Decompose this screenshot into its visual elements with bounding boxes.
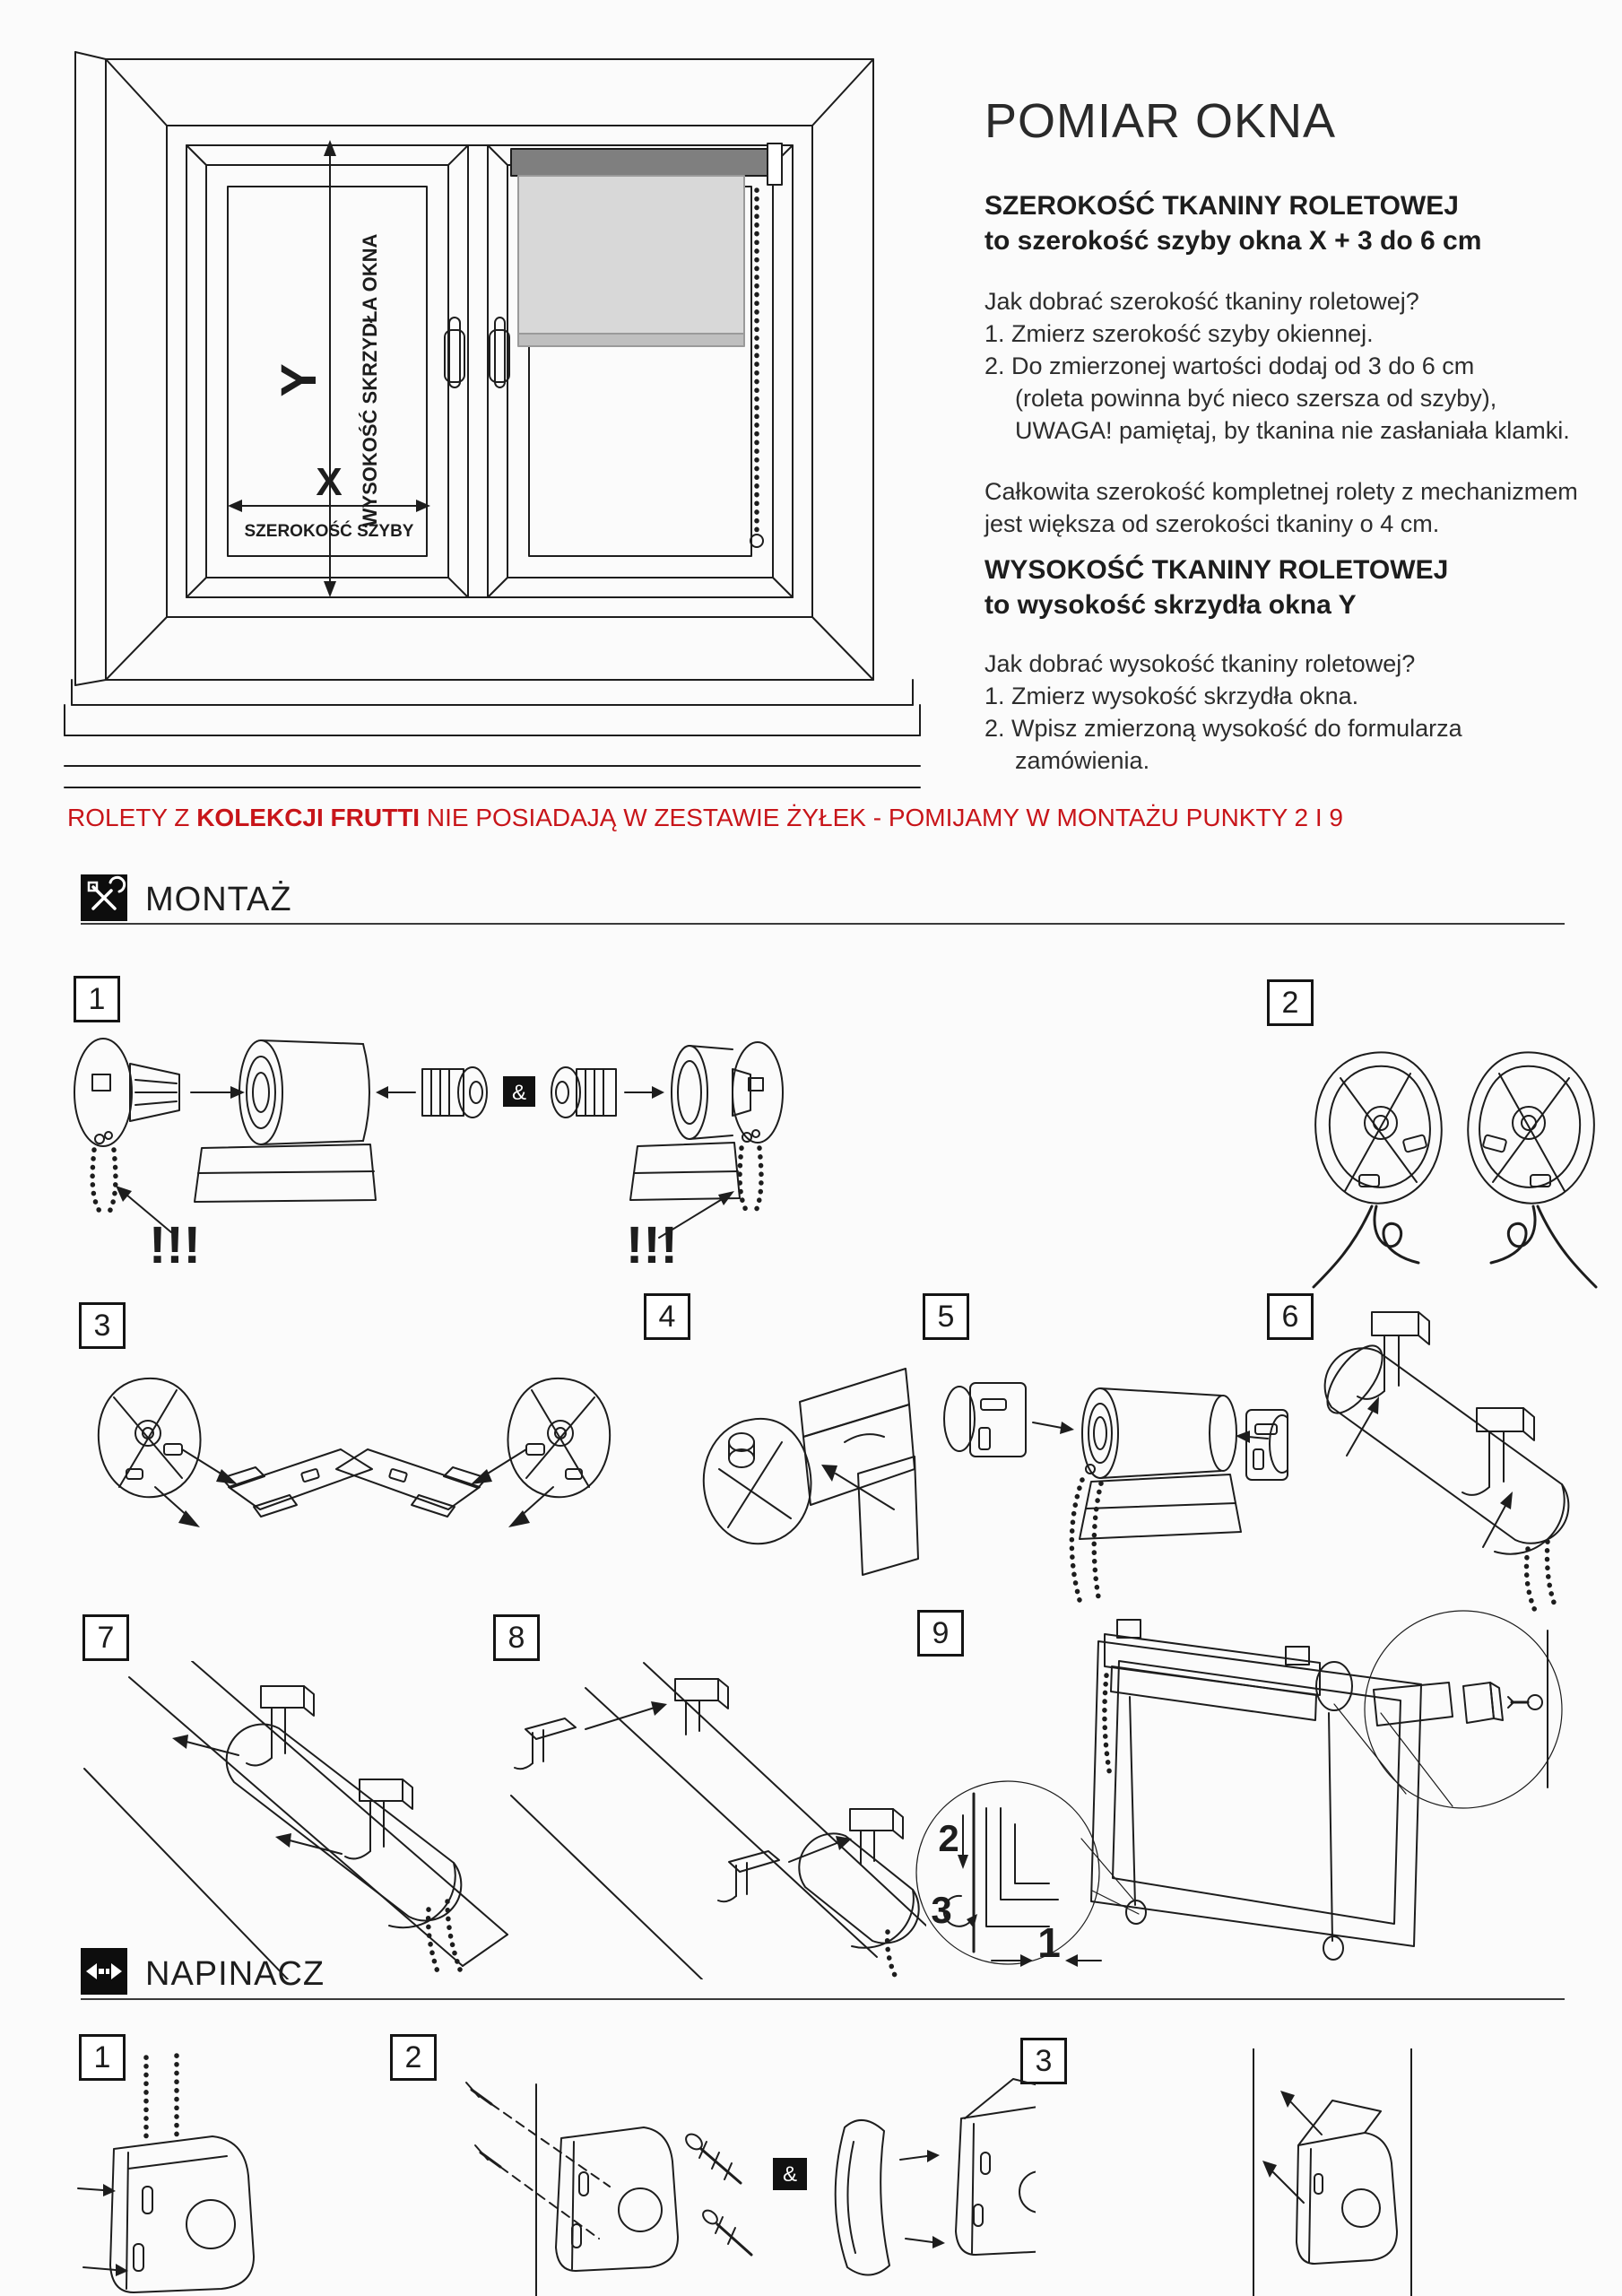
y-label: Y [270,363,326,397]
x-caption: SZEROKOŚĆ SZYBY [244,522,414,541]
montaz-step1-diagram [67,1022,785,1283]
napinacz-rule [81,1998,1565,2000]
height-heading [984,552,1448,622]
tools-icon [81,874,127,921]
height-instructions [984,648,1462,777]
height-heading-line1: WYSOKOŚĆ TKANINY ROLETOWEJ [984,555,1449,585]
montaz-step-9: 9 [917,1610,964,1657]
montaz-step4-diagram [665,1335,943,1613]
step1-ampersand: & [511,1081,527,1105]
step9-detail-3: 3 [931,1889,952,1931]
montaz-step-7: 7 [82,1614,129,1661]
width-heading-line2: to szerokość szyby okna X + 3 do 6 cm [984,226,1482,256]
napinacz-step-3: 3 [1020,2038,1067,2084]
width-note-line1: Całkowita szerokość kompletnej rolety z mechanizmem [984,478,1578,505]
montaz-step-5: 5 [923,1293,969,1340]
warning-suffix: NIE POSIADAJĄ W ZESTAWIE ŻYŁEK - POMIJAMY W MONTAŻU PUNKTY 2 I 9 [420,804,1343,831]
y-caption: WYSOKOŚĆ SKRZYDŁA OKNA [359,233,381,527]
frutti-warning [67,804,1343,832]
width-step2c: UWAGA! pamiętaj, by tkanina nie zasłaniała klamki. [1015,417,1570,444]
montaz-step9-diagram [915,1604,1622,1991]
napinacz-title: NAPINACZ [145,1955,325,1993]
width-step1: 1. Zmierz szerokość szyby okiennej. [984,320,1374,347]
montaz-rule [81,923,1565,925]
montaz-step-8: 8 [493,1614,540,1661]
warning-prefix: ROLETY Z [67,804,197,831]
montaz-step6-diagram [1293,1305,1620,1619]
montaz-step-2: 2 [1267,979,1314,1026]
window-handle-right [490,317,509,387]
width-note-line2: jest większa od szerokości tkaniny o 4 cm. [984,510,1440,537]
width-note [984,475,1578,540]
montaz-step-3: 3 [79,1302,126,1349]
window-measurement-diagram [63,47,924,791]
montaz-step7-diagram [77,1661,530,1979]
montaz-step5-diagram [925,1333,1288,1615]
montaz-step-6: 6 [1267,1293,1314,1340]
height-step1: 1. Zmierz wysokość skrzydła okna. [984,683,1359,709]
x-label: X [316,460,343,504]
page-title: POMIAR OKNA [984,94,1337,148]
height-heading-line2: to wysokość skrzydła okna Y [984,590,1357,620]
tension-arrows-icon [81,1948,127,1995]
width-instructions [984,285,1570,447]
montaz-step3-diagram [76,1344,632,1626]
height-step2: 2. Wpisz zmierzoną wysokość do formularza [984,715,1462,742]
montaz-step-4: 4 [644,1293,690,1340]
napinacz-step3-diagram [1246,2048,1426,2296]
montaz-step-1: 1 [74,976,120,1022]
napinacz-step-2: 2 [390,2034,437,2081]
napinacz-step2-diagram [386,2052,1036,2296]
roller-blind [511,144,782,547]
step9-detail-1: 1 [1037,1919,1061,1966]
montaz-title: MONTAŻ [145,881,292,918]
napinacz-ampersand: & [782,2162,798,2187]
height-question: Jak dobrać wysokość tkaniny roletowej? [984,650,1416,677]
napinacz-step-1: 1 [79,2034,126,2081]
napinacz-step1-diagram [76,2052,314,2296]
width-step2b: (roleta powinna być nieco szersza od szyby), [1015,385,1497,412]
warning-bold: KOLEKCJI FRUTTI [196,804,421,831]
width-question: Jak dobrać szerokość tkaniny roletowej? [984,288,1419,315]
width-heading-line1: SZEROKOŚĆ TKANINY ROLETOWEJ [984,191,1459,221]
warning-exclamation-left: !!! [149,1216,201,1274]
montaz-step8-diagram [500,1661,926,1979]
warning-exclamation-right: !!! [626,1216,678,1274]
width-step2: 2. Do zmierzonej wartości dodaj od 3 do 6 cm [984,352,1475,379]
window-sill [65,680,920,787]
montaz-step2-diagram [1291,1022,1618,1292]
width-heading [984,188,1481,258]
step9-detail-2: 2 [938,1817,959,1859]
height-step2b: zamówienia. [1015,747,1150,774]
